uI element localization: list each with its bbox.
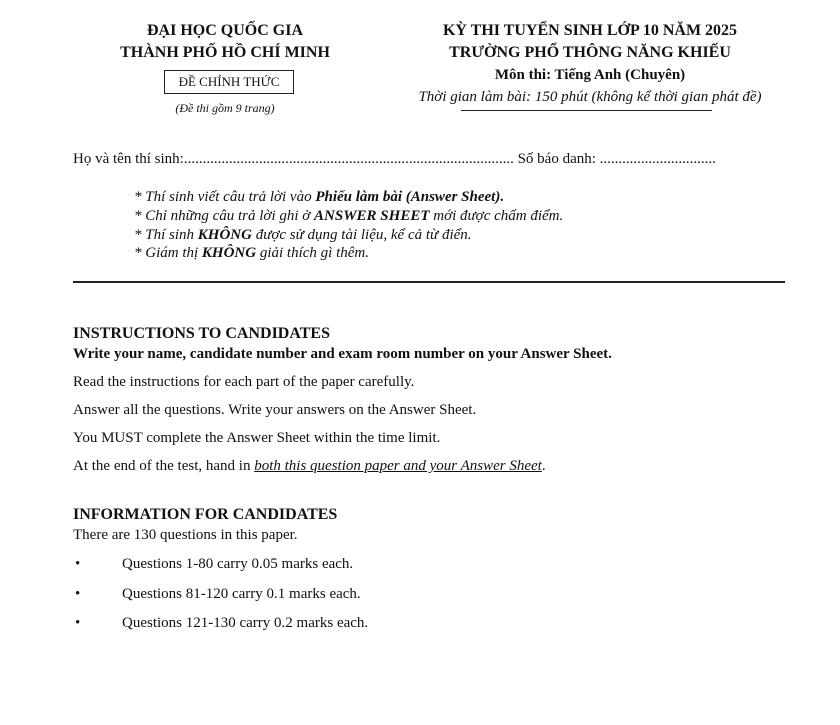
note-line: * Thí sinh KHÔNG được sử dụng tài liệu, kể cả từ điển. (134, 227, 472, 243)
university-name: ĐẠI HỌC QUỐC GIA (146, 22, 303, 39)
underlined-text: both this question paper and your Answer Sheet (254, 458, 542, 474)
instruction-line: You MUST complete the Answer Sheet within the time limit. (73, 430, 441, 446)
instruction-line: Answer all the questions. Write your answers on the Answer Sheet. (73, 402, 477, 418)
name-field[interactable]: ........................................................................................ (183, 151, 514, 167)
time-line: Thời gian làm bài: 150 phút (không kể thời gian phát đề) (418, 89, 762, 105)
information-intro: There are 130 questions in this paper. (73, 527, 298, 543)
official-exam-badge: ĐỀ CHÍNH THỨC (164, 70, 294, 94)
header-underline (461, 110, 712, 111)
information-title: INFORMATION FOR CANDIDATES (73, 506, 338, 523)
list-item: Questions 121-130 carry 0.2 marks each. (122, 615, 369, 631)
exam-title: KỲ THI TUYỂN SINH LỚP 10 NĂM 2025 (442, 22, 738, 39)
note-line: * Chỉ những câu trả lời ghi ở ANSWER SHEET mới được chấm điểm. (134, 208, 564, 224)
subject-line: Môn thi: Tiếng Anh (Chuyên) (494, 67, 686, 83)
section-divider (73, 281, 785, 283)
note-line: * Thí sinh viết câu trả lời vào Phiếu làm bài (Answer Sheet). (134, 189, 505, 205)
city-name: THÀNH PHỐ HỒ CHÍ MINH (120, 44, 330, 61)
list-item: Questions 81-120 carry 0.1 marks each. (122, 586, 361, 602)
instruction-line: At the end of the test, hand in both this question paper and your Answer Sheet. (73, 458, 546, 474)
candidate-number-label: Số báo danh: (517, 151, 596, 167)
instruction-line: Read the instructions for each part of the paper carefully. (73, 374, 415, 390)
list-item: Questions 1-80 carry 0.05 marks each. (122, 556, 354, 572)
page-count-note: (Đề thi gồm 9 trang) (175, 101, 275, 115)
instructions-bold-line: Write your name, candidate number and exam room number on your Answer Sheet. (73, 346, 612, 362)
note-line: * Giám thị KHÔNG giải thích gì thêm. (134, 245, 369, 261)
name-label: Họ và tên thí sinh: (73, 151, 184, 167)
bullet-icon: • (75, 586, 81, 602)
candidate-number-field[interactable]: ............................... (599, 151, 716, 167)
school-name: TRƯỜNG PHỔ THÔNG NĂNG KHIẾU (449, 44, 731, 61)
bullet-icon: • (75, 615, 81, 631)
candidate-fields (73, 151, 716, 168)
instructions-title: INSTRUCTIONS TO CANDIDATES (73, 325, 330, 342)
bullet-icon: • (75, 556, 81, 572)
